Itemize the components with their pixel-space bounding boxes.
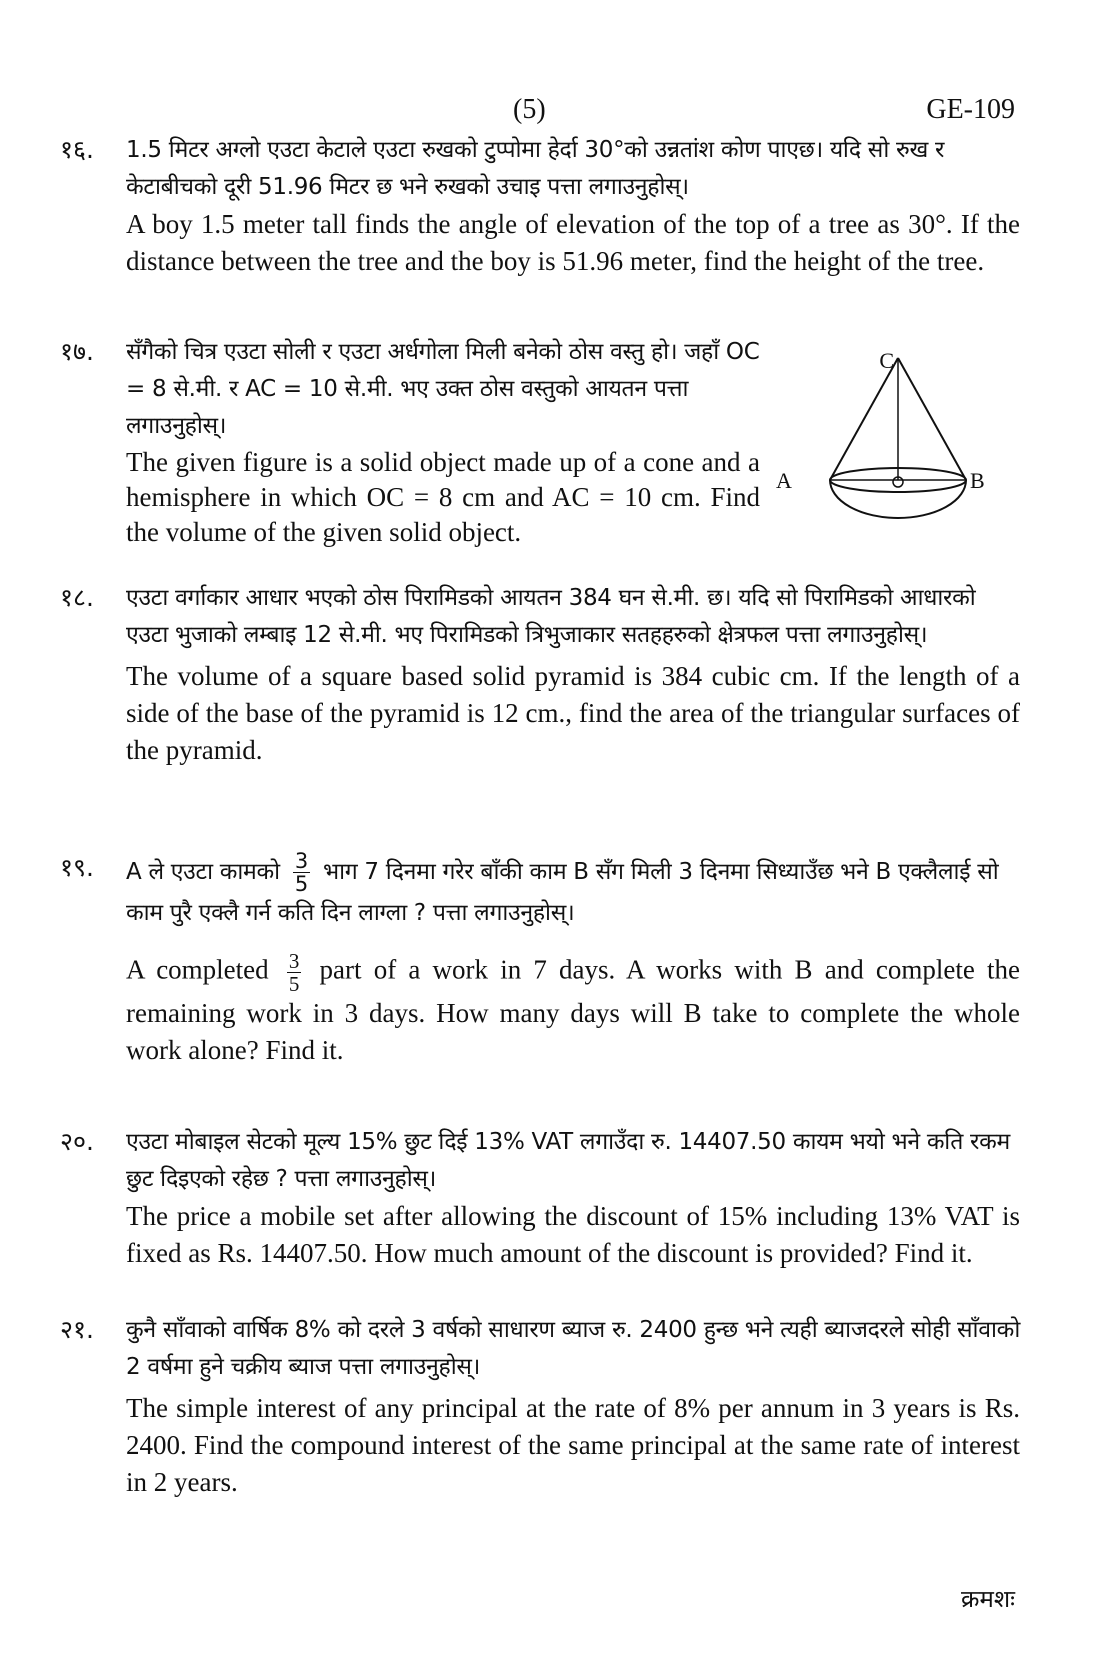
question-text-english	[126, 950, 1020, 1069]
question-number: १६.	[60, 135, 94, 164]
english-after-fraction: part of a work in 7 days. A works with B and complete the remaining work in 3 days. How many days will B take to complete the whole work alone? Find it.	[126, 954, 1021, 1065]
question-21	[60, 1312, 1020, 1501]
question-text-nepali: कुनै साँवाको वार्षिक 8% को दरले 3 वर्षको साधारण ब्याज रु. 2400 हुन्छ भने त्यही ब्याजदरले सोही साँवाको 2 वर्षमा हुने चक्रीय ब्याज पत्ता लगाउनुहोस्।	[126, 1317, 1020, 1380]
question-number: २१.	[60, 1315, 94, 1344]
fraction-denominator: 5	[294, 872, 308, 896]
question-number: १७.	[60, 337, 94, 366]
question-text-nepali: एउटा मोबाइल सेटको मूल्य 15% छुट दिई 13% VAT लगाउँदा रु. 14407.50 कायम भयो भने कति रकम छुट दिइएको रहेछ ? पत्ता लगाउनुहोस्।	[126, 1129, 1010, 1192]
nepali-after-fraction: भाग 7 दिनमा गरेर बाँकी काम B सँग मिली 3 दिनमा सिध्याउँछ भने B एक्लैलाई सो काम पुरै एक्लै गर्न कति दिन लाग्ला ? पत्ता लगाउनुहोस्।	[126, 859, 999, 926]
label-b: B	[970, 468, 985, 493]
question-number: १९.	[60, 853, 94, 882]
question-20	[60, 1124, 1020, 1272]
question-text-english: A boy 1.5 meter tall finds the angle of elevation of the top of a tree as 30°. If the distance between the tree and the boy is 51.96 meter, find the height of the tree.	[126, 209, 1020, 276]
question-text-nepali: 1.5 मिटर अग्लो एउटा केटाले एउटा रुखको टुप्पोमा हेर्दा 30°को उन्नतांश कोण पाएछ। यदि सो रुख र केटाबीचको दूरी 51.96 मिटर छ भने रुखको उचाइ पत्ता लगाउनुहोस्।	[126, 137, 945, 200]
page-number: (5)	[513, 94, 546, 125]
question-text-nepali: सँगैको चित्र एउटा सोली र एउटा अर्धगोला मिली बनेको ठोस वस्तु हो। जहाँ OC = 8 से.मी. र AC = 10 से.मी. भए उक्त ठोस वस्तुको आयतन पत्ता लगाउनुहोस्।	[126, 339, 760, 439]
label-c: C	[879, 348, 894, 373]
cone-hemisphere-figure	[776, 348, 1028, 530]
question-text-english: The given figure is a solid object made up of a cone and a hemisphere in which OC = 8 cm and AC = 10 cm. Find the volume of the given solid object.	[126, 447, 760, 547]
question-19	[60, 850, 1020, 1069]
question-text-english: The price a mobile set after allowing the discount of 15% including 13% VAT is fixed as Rs. 14407.50. How much amount of the discount is provided? Find it.	[126, 1201, 1020, 1268]
question-18	[60, 580, 1020, 769]
fraction-numerator: 3	[294, 849, 308, 873]
nepali-before-fraction: A ले एउटा कामको	[126, 859, 280, 885]
fraction-numerator: 3	[288, 949, 300, 973]
continued-label: क्रमशः	[961, 1585, 1015, 1613]
label-a: A	[776, 468, 792, 493]
question-text-nepali: एउटा वर्गाकार आधार भएको ठोस पिरामिडको आयतन 384 घन से.मी. छ। यदि सो पिरामिडको आधारको एउटा भुजाको लम्बाइ 12 से.मी. भए पिरामिडको त्रिभुजाकार सतहहरुको क्षेत्रफल पत्ता लगाउनुहोस्।	[126, 585, 976, 648]
question-number: १८.	[60, 583, 94, 612]
question-text-english: The volume of a square based solid pyramid is 384 cubic cm. If the length of a side of the base of the pyramid is 12 cm., find the area of the triangular surfaces of the pyramid.	[126, 661, 1020, 765]
question-17	[60, 334, 760, 550]
fraction	[287, 950, 302, 995]
question-text-nepali	[126, 850, 1020, 932]
english-before-fraction: A completed	[126, 954, 269, 985]
fraction-denominator: 5	[288, 972, 300, 996]
fraction	[293, 850, 310, 895]
question-16	[60, 132, 1020, 280]
question-number: २०.	[60, 1127, 94, 1156]
paper-code: GE-109	[926, 94, 1015, 125]
question-text-english: The simple interest of any principal at the rate of 8% per annum in 3 years is Rs. 2400. Find the compound interest of the same principal at the same rate of interest in 2 years.	[126, 1393, 1020, 1497]
